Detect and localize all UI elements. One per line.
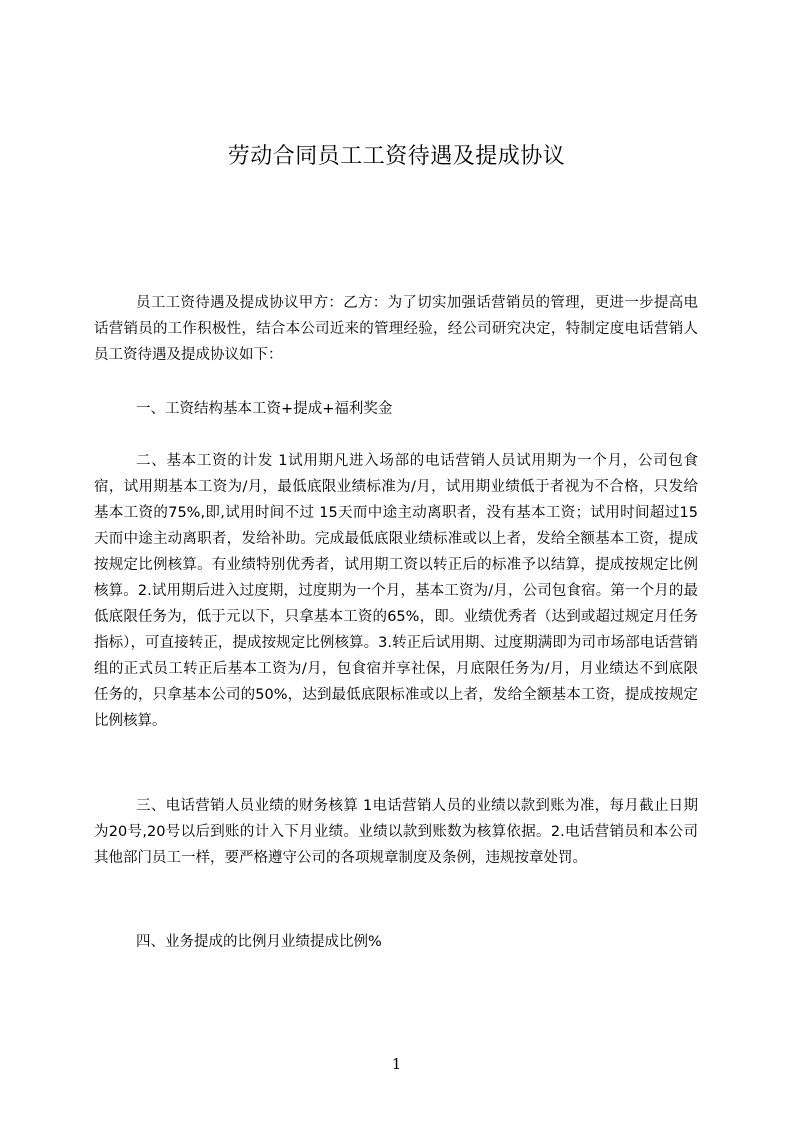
page-number: 1 [391,1055,402,1073]
section-4-commission-ratio: 四、业务提成的比例月业绩提成比例% [136,934,382,950]
section-2-base-salary: 二、基本工资的计发 1试用期凡进入场部的电话营销人员试用期为一个月，公司包食宿，试用期基本工资为/月，最低底限业绩标准为/月，试用期业绩低于者视为不合格，只发给基本工资的75%,即,试用时间不过 15天而中途主动离职者，没有基本工资；试用时间超过15天而中途主动离职者，发给补助。完成最低底限业绩标准或以上者，发给全额基本工资，提成按规定比例核算。有业绩特别优秀者，试用期工资以转正后的标准予以结算，提成按规定比例核算。2.试用期后进入过度期，过度期为一个月，基本工资为/月，公司包食宿。第一个月的最低底限任务为，低于元以下，只拿基本工资的65%，即。业绩优秀者（达到或超过规定月任务指标），可直接转正，提成按规定比例核算。3.转正后试用期、过度期满即为司市场部电话营销组的正式员工转正后基本工资为/月，包食宿并享社保，月底限任务为/月，月业绩达不到底限任务的，只拿基本公司的50%，达到最低底限标准或以上者，发给全额基本工资，提成按规定比例核算。 [94,453,698,729]
document-title: 劳动合同员工工资待遇及提成协议 [227,144,566,169]
section-3-performance-accounting: 三、电话营销人员业绩的财务核算 1电话营销人员的业绩以款到账为准，每月截止日期为20号,20号以后到账的计入下月业绩。业绩以款到账数为核算依据。2.电话营销员和本公司其他部门员工一样，要严格遵守公司的各项规章制度及条例，违规按章处罚。 [94,798,698,866]
intro-paragraph: 员工工资待遇及提成协议甲方：乙方：为了切实加强话营销员的管理，更进一步提高电话营销员的工作积极性，结合本公司近来的管理经验，经公司研究决定，特制定度电话营销人员工资待遇及提成协议如下： [94,295,698,363]
section-1-salary-structure: 一、工资结构基本工资+提成+福利奖金 [136,401,393,417]
